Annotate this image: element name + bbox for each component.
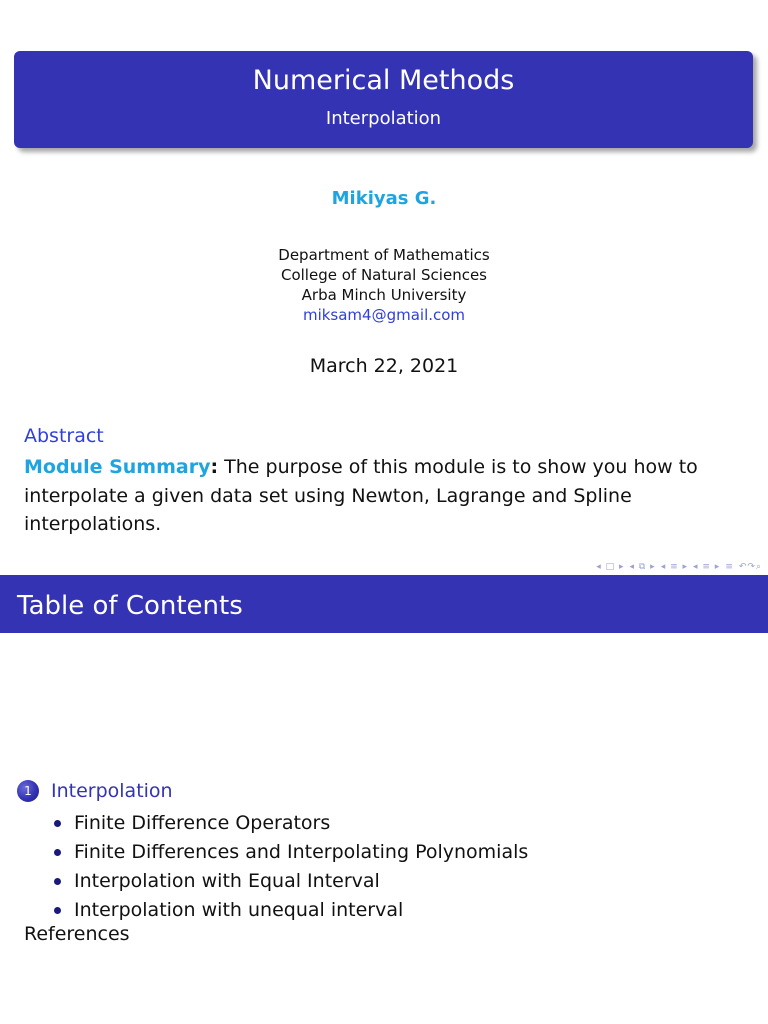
nav-frame-icon[interactable]: ◂ □ ▸ (596, 562, 625, 572)
toc-section-label: Interpolation (51, 780, 173, 802)
toc-subsection-label: Finite Differences and Interpolating Polynomials (74, 841, 529, 863)
toc-slide (0, 575, 768, 1024)
institute-line: Department of Mathematics (278, 246, 490, 264)
bullet-icon (54, 878, 61, 885)
abstract-body (24, 453, 744, 539)
toc-references[interactable]: References (24, 923, 130, 945)
toc-subsection-item[interactable] (54, 867, 528, 896)
frame-title: Table of Contents (17, 591, 243, 621)
institute-line: College of Natural Sciences (280, 266, 487, 284)
beamer-navigation-bar (596, 562, 762, 572)
slide-title: Numerical Methods (252, 65, 515, 96)
nav-subsection-icon[interactable]: ◂ ⧉ ▸ (629, 562, 656, 572)
author-name: Mikiyas G. (331, 188, 437, 209)
bullet-icon (54, 820, 61, 827)
bullet-icon (54, 907, 61, 914)
toc-subsection-label: Finite Difference Operators (74, 812, 331, 834)
abstract-text: The purpose of this module is to show you how to interpolate a given data set using Newton, Lagrange and Spline interpolations. (24, 456, 698, 535)
module-summary-colon: : (210, 456, 219, 478)
email-link[interactable]: miksam4@gmail.com (302, 306, 466, 324)
abstract-heading: Abstract (24, 425, 104, 447)
nav-document-icon[interactable]: ◂ ≡ ▸ (693, 562, 721, 572)
toc-subsection-list (54, 809, 528, 925)
section-number-ball-icon: 1 (17, 780, 39, 802)
nav-toc-icon[interactable]: ≡ (725, 562, 734, 572)
toc-subsection-item[interactable] (54, 838, 528, 867)
toc-subsection-label: Interpolation with unequal interval (74, 899, 404, 921)
toc-section-interpolation[interactable] (17, 780, 173, 802)
title-block (14, 51, 753, 148)
institute-line: Arba Minch University (301, 286, 467, 304)
frame-header (0, 575, 768, 633)
toc-subsection-label: Interpolation with Equal Interval (74, 870, 380, 892)
bullet-icon (54, 849, 61, 856)
nav-section-icon[interactable]: ◂ ≡ ▸ (660, 562, 689, 572)
nav-search-icon[interactable]: ↶↷⌕ (738, 562, 762, 572)
toc-subsection-item[interactable] (54, 809, 528, 838)
module-summary-label: Module Summary (24, 456, 211, 478)
toc-subsection-item[interactable] (54, 896, 528, 925)
slide-subtitle: Interpolation (325, 108, 442, 129)
presentation-date: March 22, 2021 (309, 355, 459, 377)
institute-block (0, 245, 768, 325)
